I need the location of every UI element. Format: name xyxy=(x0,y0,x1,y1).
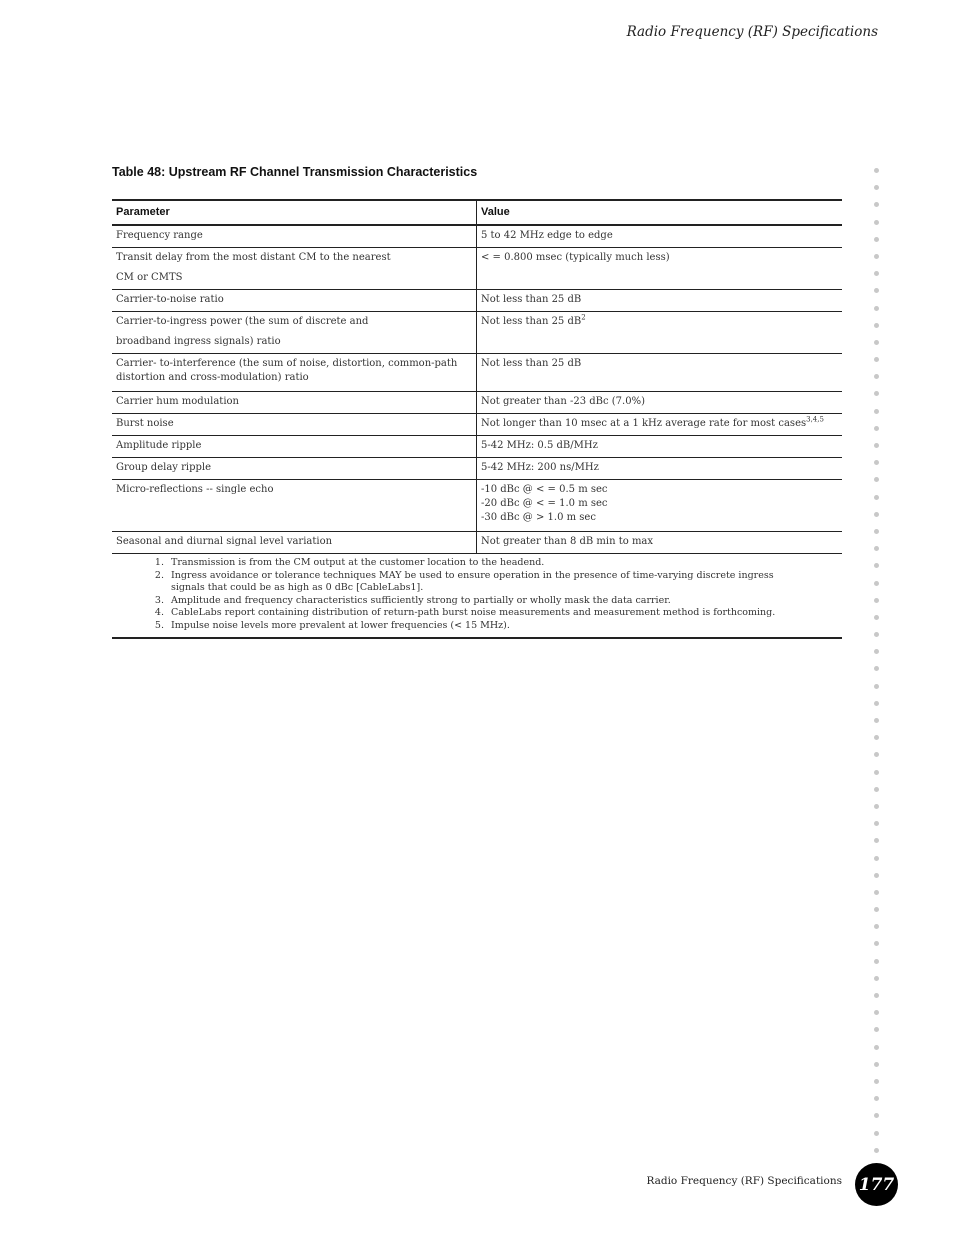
column-header-parameter: Parameter xyxy=(112,200,477,225)
footnote-ref: 2 xyxy=(581,313,586,322)
parameter-cell xyxy=(112,248,477,290)
margin-dot xyxy=(874,718,879,723)
margin-dot xyxy=(874,770,879,775)
value-cell xyxy=(477,312,843,354)
margin-dot xyxy=(874,804,879,809)
margin-dot xyxy=(874,1113,879,1118)
margin-dot xyxy=(874,288,879,293)
margin-dot xyxy=(874,1079,879,1084)
margin-dot xyxy=(874,323,879,328)
margin-dot xyxy=(874,684,879,689)
parameter-cell: Carrier- to-interference (the sum of noise, distortion, common-path distortion and cross-modulation) ratio xyxy=(112,354,477,392)
margin-dot xyxy=(874,271,879,276)
margin-dot xyxy=(874,357,879,362)
margin-dot xyxy=(874,1148,879,1153)
margin-dot xyxy=(874,460,879,465)
table-row xyxy=(112,480,842,532)
margin-dot xyxy=(874,941,879,946)
rf-characteristics-table xyxy=(112,199,842,639)
value-cell: 5-42 MHz: 200 ns/MHz xyxy=(477,458,843,480)
margin-dot xyxy=(874,306,879,311)
running-header: Radio Frequency (RF) Specifications xyxy=(626,24,878,40)
margin-dot xyxy=(874,426,879,431)
value-line: -30 dBc @ > 1.0 m sec xyxy=(481,512,596,523)
notes-list xyxy=(116,557,838,632)
margin-dot xyxy=(874,1045,879,1050)
value-cell: Not greater than 8 dB min to max xyxy=(477,532,843,554)
table-notes xyxy=(112,554,842,639)
value-text: Not less than 25 dB xyxy=(481,316,582,327)
margin-dot xyxy=(874,1027,879,1032)
margin-dot xyxy=(874,546,879,551)
table-row xyxy=(112,458,842,480)
value-cell xyxy=(477,480,843,532)
table-header-row xyxy=(112,200,842,225)
page-number-badge: 177 xyxy=(855,1163,898,1206)
margin-dot xyxy=(874,890,879,895)
table-row xyxy=(112,312,842,354)
table-row xyxy=(112,290,842,312)
margin-dot xyxy=(874,735,879,740)
value-cell: Not greater than -23 dBc (7.0%) xyxy=(477,392,843,414)
margin-dot xyxy=(874,838,879,843)
margin-dot xyxy=(874,168,879,173)
margin-dot xyxy=(874,821,879,826)
margin-dot xyxy=(874,873,879,878)
note-item: 3. Amplitude and frequency characteristics sufficiently strong to partially or wholly mask the data carrier. xyxy=(167,595,808,608)
running-footer: Radio Frequency (RF) Specifications xyxy=(646,1175,842,1187)
margin-dot xyxy=(874,1096,879,1101)
value-cell: < = 0.800 msec (typically much less) xyxy=(477,248,843,290)
margin-dot xyxy=(874,632,879,637)
notes-row xyxy=(112,554,842,639)
margin-dot xyxy=(874,340,879,345)
value-cell: 5-42 MHz: 0.5 dB/MHz xyxy=(477,436,843,458)
margin-dot xyxy=(874,202,879,207)
margin-dot xyxy=(874,563,879,568)
margin-dots-decoration xyxy=(874,168,880,1182)
margin-dot xyxy=(874,237,879,242)
margin-dot xyxy=(874,993,879,998)
margin-dot xyxy=(874,649,879,654)
note-item: 5. Impulse noise levels more prevalent at lower frequencies (< 15 MHz). xyxy=(167,620,808,633)
margin-dot xyxy=(874,701,879,706)
parameter-line: Transit delay from the most distant CM to the nearest xyxy=(116,252,391,263)
margin-dot xyxy=(874,220,879,225)
margin-dot xyxy=(874,529,879,534)
margin-dot xyxy=(874,443,879,448)
margin-dot xyxy=(874,924,879,929)
margin-dot xyxy=(874,1131,879,1136)
column-header-value: Value xyxy=(477,200,843,225)
value-line: -20 dBc @ < = 1.0 m sec xyxy=(481,498,608,509)
margin-dot xyxy=(874,856,879,861)
parameter-cell: Amplitude ripple xyxy=(112,436,477,458)
parameter-line: Carrier-to-ingress power (the sum of discrete and xyxy=(116,316,369,327)
note-item: 1. Transmission is from the CM output at the customer location to the headend. xyxy=(167,557,808,570)
note-item: 4. CableLabs report containing distribution of return-path burst noise measurements and measurement method is forthcoming. xyxy=(167,607,808,620)
table-row xyxy=(112,354,842,392)
table-row xyxy=(112,225,842,248)
margin-dot xyxy=(874,495,879,500)
table-caption: Table 48: Upstream RF Channel Transmission Characteristics xyxy=(112,165,478,179)
margin-dot xyxy=(874,254,879,259)
table-row xyxy=(112,414,842,436)
value-text: Not longer than 10 msec at a 1 kHz average rate for most cases xyxy=(481,418,807,429)
table-row xyxy=(112,436,842,458)
table-row xyxy=(112,392,842,414)
margin-dot xyxy=(874,391,879,396)
margin-dot xyxy=(874,581,879,586)
margin-dot xyxy=(874,598,879,603)
value-cell: Not less than 25 dB xyxy=(477,290,843,312)
parameter-line: broadband ingress signals) ratio xyxy=(116,336,281,347)
value-cell: 5 to 42 MHz edge to edge xyxy=(477,225,843,248)
value-cell: Not less than 25 dB xyxy=(477,354,843,392)
parameter-cell: Carrier-to-noise ratio xyxy=(112,290,477,312)
table-row xyxy=(112,248,842,290)
value-line: -10 dBc @ < = 0.5 m sec xyxy=(481,484,608,495)
parameter-cell: Carrier hum modulation xyxy=(112,392,477,414)
margin-dot xyxy=(874,374,879,379)
margin-dot xyxy=(874,615,879,620)
margin-dot xyxy=(874,787,879,792)
margin-dot xyxy=(874,752,879,757)
parameter-cell: Frequency range xyxy=(112,225,477,248)
parameter-cell: Group delay ripple xyxy=(112,458,477,480)
note-item: 2. Ingress avoidance or tolerance techniques MAY be used to ensure operation in the presence of time-varying discrete ingress signals that could be as high as 0 dBc [CableLabs1]. xyxy=(167,570,808,595)
margin-dot xyxy=(874,1010,879,1015)
margin-dot xyxy=(874,185,879,190)
margin-dot xyxy=(874,477,879,482)
table-row xyxy=(112,532,842,554)
value-cell xyxy=(477,414,843,436)
parameter-line: CM or CMTS xyxy=(116,272,183,283)
margin-dot xyxy=(874,666,879,671)
parameter-cell xyxy=(112,312,477,354)
margin-dot xyxy=(874,976,879,981)
parameter-cell: Seasonal and diurnal signal level variation xyxy=(112,532,477,554)
margin-dot xyxy=(874,409,879,414)
margin-dot xyxy=(874,959,879,964)
parameter-cell: Micro-reflections -- single echo xyxy=(112,480,477,532)
margin-dot xyxy=(874,512,879,517)
margin-dot xyxy=(874,907,879,912)
parameter-cell: Burst noise xyxy=(112,414,477,436)
margin-dot xyxy=(874,1062,879,1067)
footnote-ref: 3,4,5 xyxy=(806,415,824,424)
